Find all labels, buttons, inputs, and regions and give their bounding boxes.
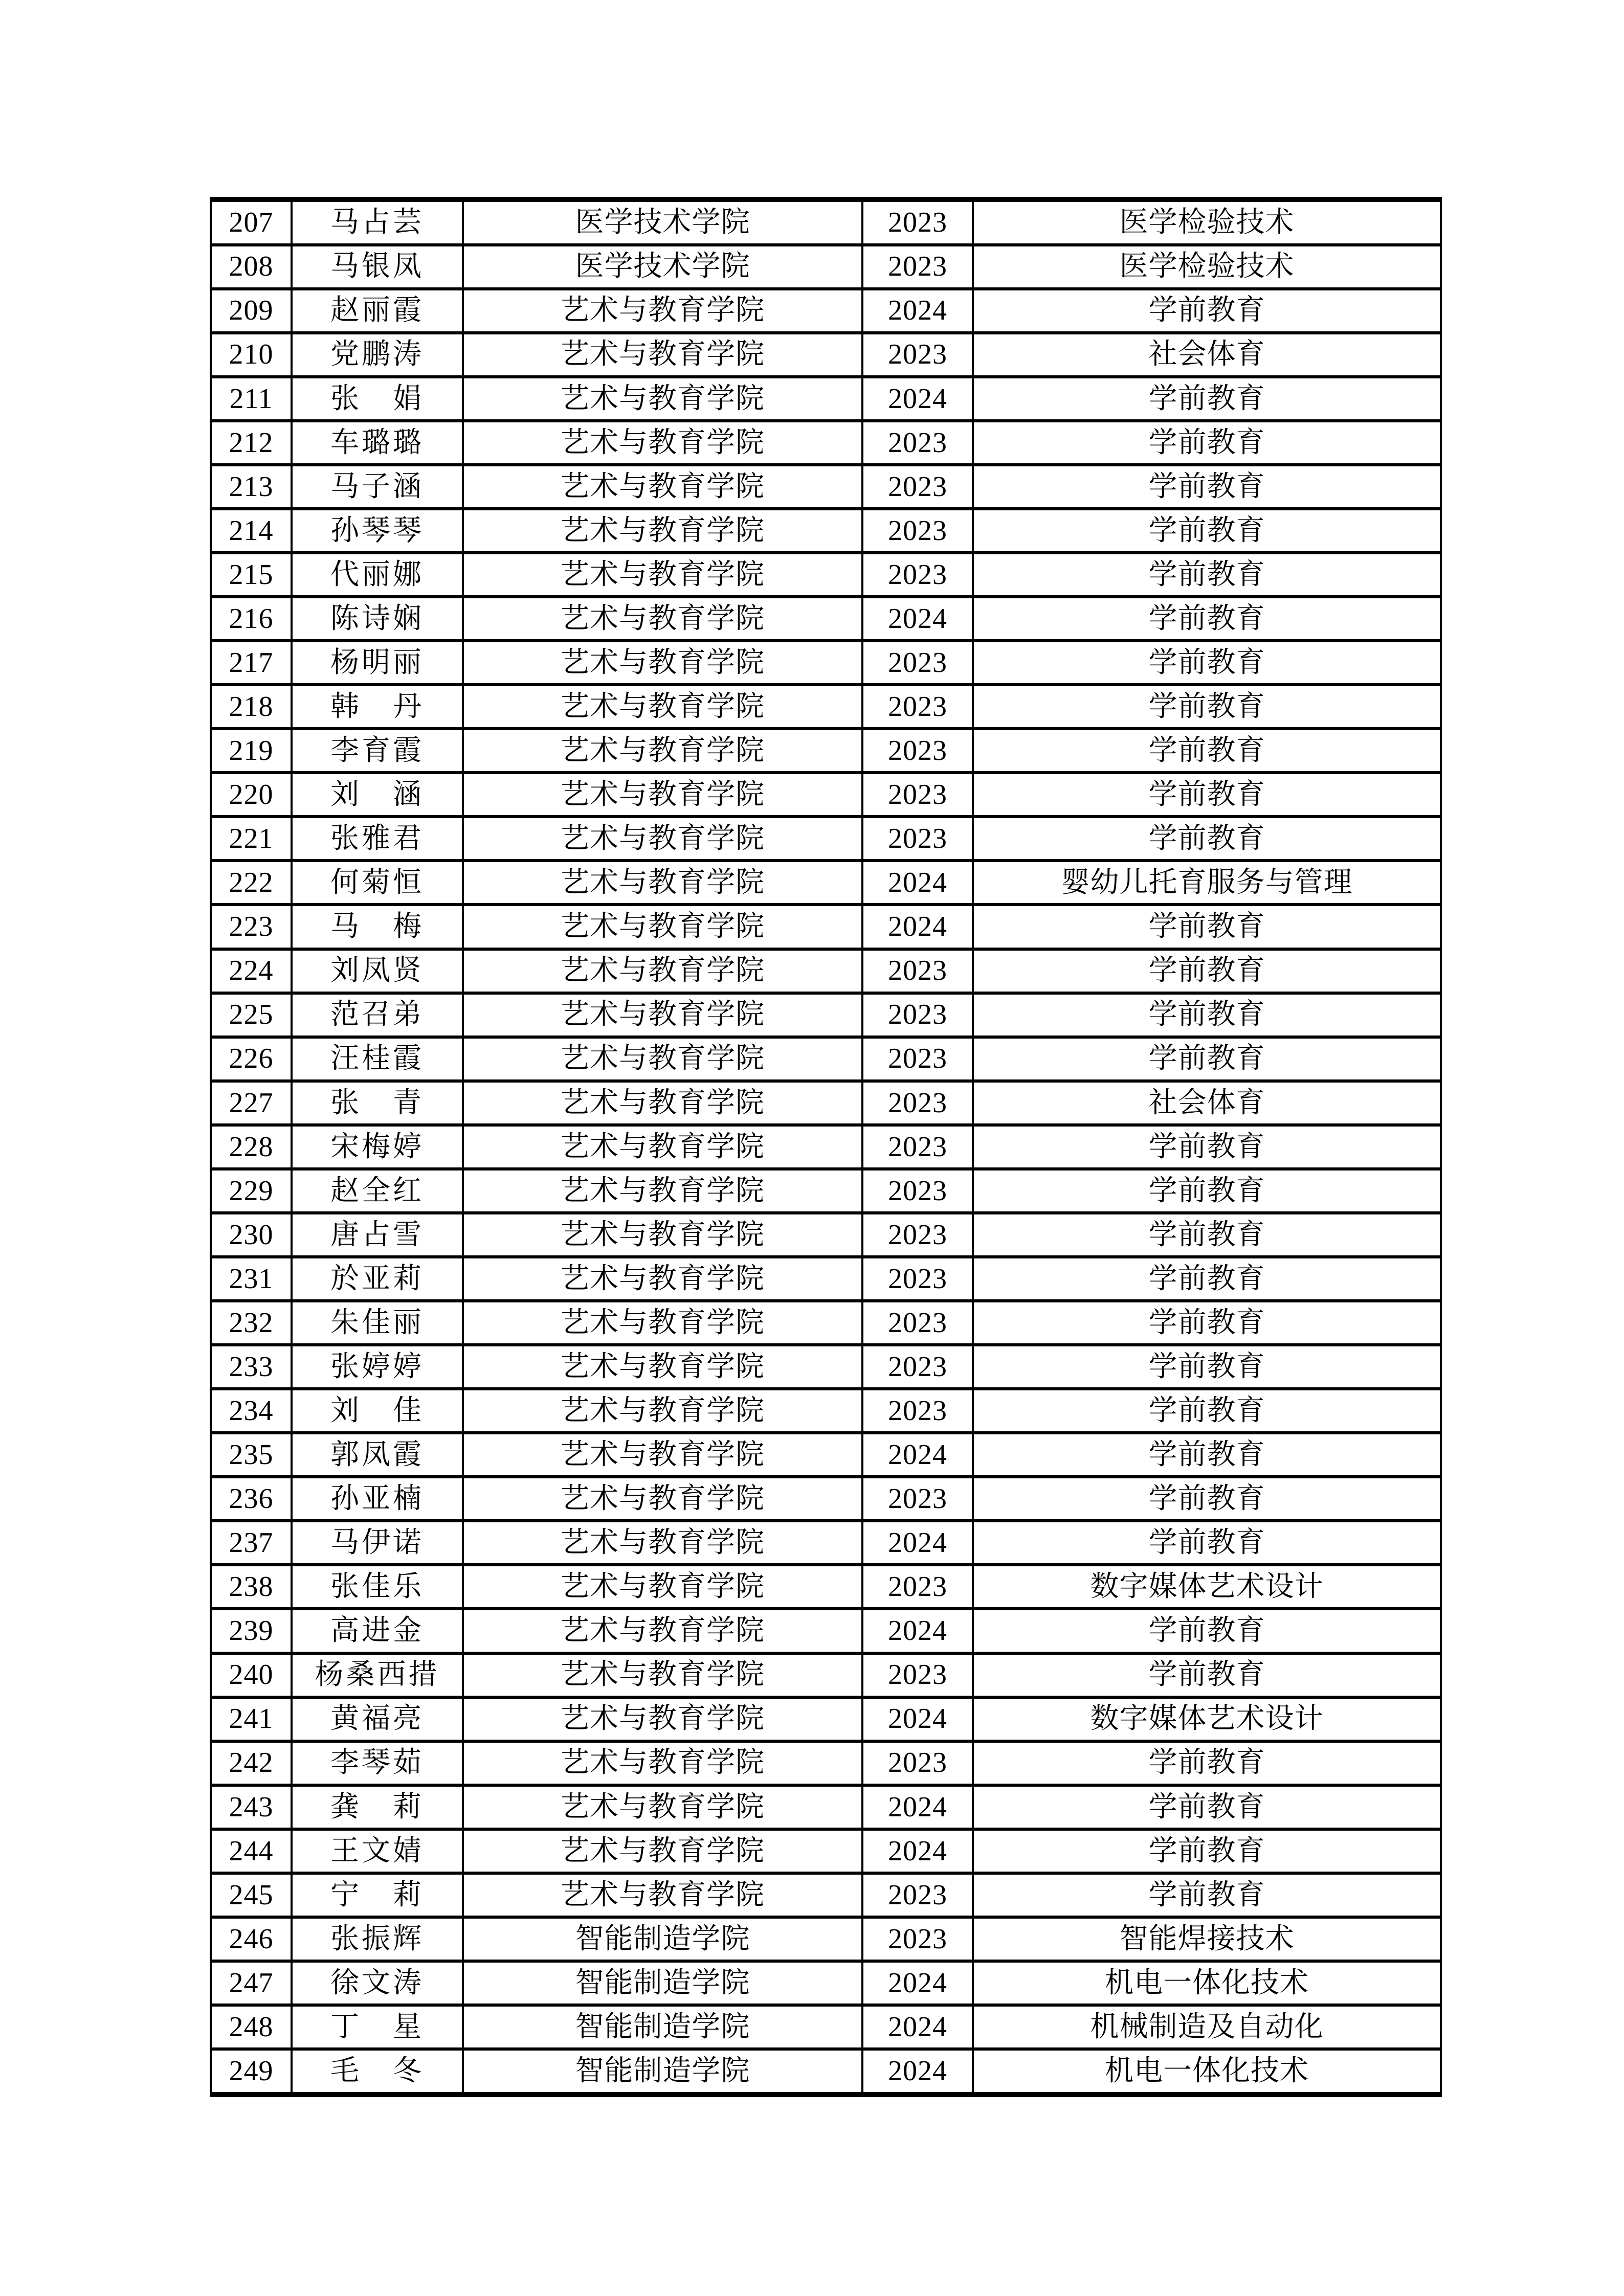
table-row — [211, 685, 1441, 729]
table-row — [211, 1257, 1441, 1301]
row-number-cell: 207 — [211, 199, 292, 245]
student-name-cell: 刘 佳 — [292, 1389, 463, 1433]
table-row — [211, 1301, 1441, 1345]
enrollment-year-cell: 2023 — [862, 949, 973, 993]
table-row — [211, 1653, 1441, 1697]
student-name-cell: 朱佳丽 — [292, 1301, 463, 1345]
row-number-cell: 232 — [211, 1301, 292, 1345]
enrollment-year-cell: 2023 — [862, 1037, 973, 1081]
student-name-cell: 张婷婷 — [292, 1345, 463, 1389]
table-row — [211, 245, 1441, 289]
major-cell: 学前教育 — [973, 1345, 1441, 1389]
major-cell: 学前教育 — [973, 993, 1441, 1037]
major-cell: 学前教育 — [973, 1125, 1441, 1169]
college-cell: 艺术与教育学院 — [463, 861, 862, 905]
student-name-cell: 杨明丽 — [292, 641, 463, 685]
row-number-cell: 248 — [211, 2005, 292, 2049]
enrollment-year-cell: 2024 — [862, 377, 973, 421]
row-number-cell: 225 — [211, 993, 292, 1037]
student-name-cell: 李育霞 — [292, 729, 463, 773]
table-row — [211, 1389, 1441, 1433]
college-cell: 艺术与教育学院 — [463, 1257, 862, 1301]
table-row — [211, 1477, 1441, 1521]
major-cell: 学前教育 — [973, 465, 1441, 509]
major-cell: 学前教育 — [973, 1301, 1441, 1345]
major-cell: 学前教育 — [973, 289, 1441, 333]
college-cell: 艺术与教育学院 — [463, 465, 862, 509]
table-row — [211, 773, 1441, 817]
student-name-cell: 於亚莉 — [292, 1257, 463, 1301]
college-cell: 艺术与教育学院 — [463, 333, 862, 377]
college-cell: 智能制造学院 — [463, 1961, 862, 2005]
table-row — [211, 1345, 1441, 1389]
table-row — [211, 1125, 1441, 1169]
table-row — [211, 1169, 1441, 1213]
table-row — [211, 1785, 1441, 1829]
college-cell: 艺术与教育学院 — [463, 1873, 862, 1917]
table-row — [211, 817, 1441, 861]
major-cell: 社会体育 — [973, 333, 1441, 377]
enrollment-year-cell: 2024 — [862, 1521, 973, 1565]
major-cell: 学前教育 — [973, 641, 1441, 685]
row-number-cell: 219 — [211, 729, 292, 773]
college-cell: 艺术与教育学院 — [463, 1037, 862, 1081]
major-cell: 学前教育 — [973, 1213, 1441, 1257]
college-cell: 艺术与教育学院 — [463, 1477, 862, 1521]
enrollment-year-cell: 2023 — [862, 729, 973, 773]
enrollment-year-cell: 2023 — [862, 1169, 973, 1213]
major-cell: 学前教育 — [973, 949, 1441, 993]
major-cell: 学前教育 — [973, 1829, 1441, 1873]
college-cell: 艺术与教育学院 — [463, 289, 862, 333]
row-number-cell: 231 — [211, 1257, 292, 1301]
student-name-cell: 马 梅 — [292, 905, 463, 949]
student-name-cell: 汪桂霞 — [292, 1037, 463, 1081]
student-name-cell: 黄福亮 — [292, 1697, 463, 1741]
enrollment-year-cell: 2023 — [862, 465, 973, 509]
major-cell: 社会体育 — [973, 1081, 1441, 1125]
student-name-cell: 张 青 — [292, 1081, 463, 1125]
college-cell: 艺术与教育学院 — [463, 1521, 862, 1565]
table-row — [211, 421, 1441, 465]
enrollment-year-cell: 2023 — [862, 1873, 973, 1917]
major-cell: 学前教育 — [973, 1037, 1441, 1081]
college-cell: 艺术与教育学院 — [463, 509, 862, 553]
enrollment-year-cell: 2023 — [862, 1389, 973, 1433]
college-cell: 艺术与教育学院 — [463, 641, 862, 685]
student-roster-table — [210, 197, 1442, 2097]
student-name-cell: 韩 丹 — [292, 685, 463, 729]
row-number-cell: 233 — [211, 1345, 292, 1389]
enrollment-year-cell: 2023 — [862, 773, 973, 817]
row-number-cell: 238 — [211, 1565, 292, 1609]
college-cell: 艺术与教育学院 — [463, 1609, 862, 1653]
enrollment-year-cell: 2023 — [862, 553, 973, 597]
major-cell: 学前教育 — [973, 1433, 1441, 1477]
table-row — [211, 1873, 1441, 1917]
major-cell: 学前教育 — [973, 1169, 1441, 1213]
enrollment-year-cell: 2024 — [862, 1961, 973, 2005]
row-number-cell: 234 — [211, 1389, 292, 1433]
table-row — [211, 465, 1441, 509]
table-row — [211, 905, 1441, 949]
table-row — [211, 993, 1441, 1037]
enrollment-year-cell: 2023 — [862, 1345, 973, 1389]
college-cell: 艺术与教育学院 — [463, 1565, 862, 1609]
college-cell: 艺术与教育学院 — [463, 1169, 862, 1213]
enrollment-year-cell: 2024 — [862, 1433, 973, 1477]
row-number-cell: 237 — [211, 1521, 292, 1565]
row-number-cell: 220 — [211, 773, 292, 817]
row-number-cell: 240 — [211, 1653, 292, 1697]
enrollment-year-cell: 2024 — [862, 861, 973, 905]
major-cell: 学前教育 — [973, 1257, 1441, 1301]
major-cell: 学前教育 — [973, 1609, 1441, 1653]
table-row — [211, 597, 1441, 641]
student-name-cell: 毛 冬 — [292, 2049, 463, 2095]
student-name-cell: 马子涵 — [292, 465, 463, 509]
row-number-cell: 245 — [211, 1873, 292, 1917]
student-name-cell: 代丽娜 — [292, 553, 463, 597]
college-cell: 艺术与教育学院 — [463, 1125, 862, 1169]
student-name-cell: 张振辉 — [292, 1917, 463, 1961]
row-number-cell: 239 — [211, 1609, 292, 1653]
major-cell: 学前教育 — [973, 1389, 1441, 1433]
row-number-cell: 216 — [211, 597, 292, 641]
student-name-cell: 范召弟 — [292, 993, 463, 1037]
major-cell: 学前教育 — [973, 421, 1441, 465]
major-cell: 学前教育 — [973, 377, 1441, 421]
college-cell: 医学技术学院 — [463, 245, 862, 289]
student-name-cell: 龚 莉 — [292, 1785, 463, 1829]
enrollment-year-cell: 2024 — [862, 597, 973, 641]
major-cell: 学前教育 — [973, 1741, 1441, 1785]
row-number-cell: 217 — [211, 641, 292, 685]
table-row — [211, 861, 1441, 905]
student-name-cell: 党鹏涛 — [292, 333, 463, 377]
college-cell: 智能制造学院 — [463, 1917, 862, 1961]
student-name-cell: 孙琴琴 — [292, 509, 463, 553]
college-cell: 艺术与教育学院 — [463, 1741, 862, 1785]
major-cell: 学前教育 — [973, 905, 1441, 949]
row-number-cell: 229 — [211, 1169, 292, 1213]
table-row — [211, 1521, 1441, 1565]
major-cell: 智能焊接技术 — [973, 1917, 1441, 1961]
row-number-cell: 242 — [211, 1741, 292, 1785]
student-name-cell: 宁 莉 — [292, 1873, 463, 1917]
row-number-cell: 227 — [211, 1081, 292, 1125]
major-cell: 机电一体化技术 — [973, 2049, 1441, 2095]
college-cell: 艺术与教育学院 — [463, 949, 862, 993]
table-row — [211, 377, 1441, 421]
major-cell: 学前教育 — [973, 685, 1441, 729]
major-cell: 学前教育 — [973, 597, 1441, 641]
row-number-cell: 224 — [211, 949, 292, 993]
table-row — [211, 1917, 1441, 1961]
student-name-cell: 赵全红 — [292, 1169, 463, 1213]
student-name-cell: 丁 星 — [292, 2005, 463, 2049]
table-row — [211, 1961, 1441, 2005]
row-number-cell: 215 — [211, 553, 292, 597]
college-cell: 艺术与教育学院 — [463, 421, 862, 465]
row-number-cell: 226 — [211, 1037, 292, 1081]
college-cell: 艺术与教育学院 — [463, 597, 862, 641]
college-cell: 艺术与教育学院 — [463, 1829, 862, 1873]
row-number-cell: 241 — [211, 1697, 292, 1741]
enrollment-year-cell: 2023 — [862, 641, 973, 685]
enrollment-year-cell: 2023 — [862, 1213, 973, 1257]
college-cell: 艺术与教育学院 — [463, 1389, 862, 1433]
major-cell: 婴幼儿托育服务与管理 — [973, 861, 1441, 905]
enrollment-year-cell: 2024 — [862, 1785, 973, 1829]
college-cell: 艺术与教育学院 — [463, 1301, 862, 1345]
student-name-cell: 李琴茹 — [292, 1741, 463, 1785]
table-row — [211, 289, 1441, 333]
college-cell: 艺术与教育学院 — [463, 1653, 862, 1697]
student-name-cell: 唐占雪 — [292, 1213, 463, 1257]
enrollment-year-cell: 2024 — [862, 1609, 973, 1653]
row-number-cell: 228 — [211, 1125, 292, 1169]
enrollment-year-cell: 2024 — [862, 1697, 973, 1741]
enrollment-year-cell: 2023 — [862, 1081, 973, 1125]
enrollment-year-cell: 2024 — [862, 2005, 973, 2049]
row-number-cell: 249 — [211, 2049, 292, 2095]
major-cell: 数字媒体艺术设计 — [973, 1565, 1441, 1609]
student-name-cell: 马银凤 — [292, 245, 463, 289]
major-cell: 机电一体化技术 — [973, 1961, 1441, 2005]
row-number-cell: 243 — [211, 1785, 292, 1829]
enrollment-year-cell: 2023 — [862, 1301, 973, 1345]
student-name-cell: 徐文涛 — [292, 1961, 463, 2005]
student-name-cell: 马伊诺 — [292, 1521, 463, 1565]
roster-table-body — [211, 199, 1441, 2095]
enrollment-year-cell: 2023 — [862, 509, 973, 553]
college-cell: 艺术与教育学院 — [463, 553, 862, 597]
student-name-cell: 高进金 — [292, 1609, 463, 1653]
college-cell: 艺术与教育学院 — [463, 1433, 862, 1477]
college-cell: 智能制造学院 — [463, 2005, 862, 2049]
student-name-cell: 张佳乐 — [292, 1565, 463, 1609]
enrollment-year-cell: 2023 — [862, 1125, 973, 1169]
student-name-cell: 杨桑西措 — [292, 1653, 463, 1697]
table-row — [211, 1609, 1441, 1653]
enrollment-year-cell: 2023 — [862, 1917, 973, 1961]
table-row — [211, 509, 1441, 553]
row-number-cell: 222 — [211, 861, 292, 905]
major-cell: 医学检验技术 — [973, 245, 1441, 289]
college-cell: 艺术与教育学院 — [463, 817, 862, 861]
table-row — [211, 1829, 1441, 1873]
table-row — [211, 1037, 1441, 1081]
row-number-cell: 244 — [211, 1829, 292, 1873]
table-row — [211, 641, 1441, 685]
student-name-cell: 何菊恒 — [292, 861, 463, 905]
college-cell: 艺术与教育学院 — [463, 685, 862, 729]
college-cell: 医学技术学院 — [463, 199, 862, 245]
student-name-cell: 王文婧 — [292, 1829, 463, 1873]
major-cell: 学前教育 — [973, 1477, 1441, 1521]
student-name-cell: 宋梅婷 — [292, 1125, 463, 1169]
row-number-cell: 246 — [211, 1917, 292, 1961]
table-row — [211, 1213, 1441, 1257]
table-row — [211, 1565, 1441, 1609]
major-cell: 学前教育 — [973, 553, 1441, 597]
enrollment-year-cell: 2023 — [862, 817, 973, 861]
table-row — [211, 2049, 1441, 2095]
college-cell: 艺术与教育学院 — [463, 905, 862, 949]
enrollment-year-cell: 2023 — [862, 685, 973, 729]
enrollment-year-cell: 2024 — [862, 2049, 973, 2095]
college-cell: 艺术与教育学院 — [463, 993, 862, 1037]
college-cell: 智能制造学院 — [463, 2049, 862, 2095]
row-number-cell: 213 — [211, 465, 292, 509]
major-cell: 学前教育 — [973, 773, 1441, 817]
student-name-cell: 车璐璐 — [292, 421, 463, 465]
enrollment-year-cell: 2023 — [862, 421, 973, 465]
major-cell: 学前教育 — [973, 817, 1441, 861]
row-number-cell: 230 — [211, 1213, 292, 1257]
college-cell: 艺术与教育学院 — [463, 1081, 862, 1125]
table-row — [211, 949, 1441, 993]
table-row — [211, 553, 1441, 597]
major-cell: 学前教育 — [973, 729, 1441, 773]
table-row — [211, 1697, 1441, 1741]
enrollment-year-cell: 2023 — [862, 1477, 973, 1521]
major-cell: 学前教育 — [973, 1785, 1441, 1829]
enrollment-year-cell: 2023 — [862, 1741, 973, 1785]
college-cell: 艺术与教育学院 — [463, 1697, 862, 1741]
college-cell: 艺术与教育学院 — [463, 1213, 862, 1257]
student-name-cell: 张 娟 — [292, 377, 463, 421]
row-number-cell: 214 — [211, 509, 292, 553]
student-name-cell: 张雅君 — [292, 817, 463, 861]
enrollment-year-cell: 2024 — [862, 289, 973, 333]
table-row — [211, 1081, 1441, 1125]
major-cell: 学前教育 — [973, 509, 1441, 553]
college-cell: 艺术与教育学院 — [463, 1345, 862, 1389]
table-row — [211, 2005, 1441, 2049]
student-name-cell: 陈诗娴 — [292, 597, 463, 641]
enrollment-year-cell: 2023 — [862, 1565, 973, 1609]
table-row — [211, 333, 1441, 377]
college-cell: 艺术与教育学院 — [463, 377, 862, 421]
major-cell: 医学检验技术 — [973, 199, 1441, 245]
enrollment-year-cell: 2023 — [862, 993, 973, 1037]
major-cell: 学前教育 — [973, 1653, 1441, 1697]
row-number-cell: 221 — [211, 817, 292, 861]
college-cell: 艺术与教育学院 — [463, 773, 862, 817]
row-number-cell: 211 — [211, 377, 292, 421]
college-cell: 艺术与教育学院 — [463, 1785, 862, 1829]
enrollment-year-cell: 2023 — [862, 1653, 973, 1697]
table-row — [211, 729, 1441, 773]
enrollment-year-cell: 2024 — [862, 905, 973, 949]
enrollment-year-cell: 2024 — [862, 1829, 973, 1873]
row-number-cell: 218 — [211, 685, 292, 729]
student-name-cell: 孙亚楠 — [292, 1477, 463, 1521]
row-number-cell: 208 — [211, 245, 292, 289]
row-number-cell: 235 — [211, 1433, 292, 1477]
row-number-cell: 223 — [211, 905, 292, 949]
student-name-cell: 刘凤贤 — [292, 949, 463, 993]
row-number-cell: 247 — [211, 1961, 292, 2005]
row-number-cell: 236 — [211, 1477, 292, 1521]
table-row — [211, 1433, 1441, 1477]
enrollment-year-cell: 2023 — [862, 1257, 973, 1301]
student-name-cell: 赵丽霞 — [292, 289, 463, 333]
college-cell: 艺术与教育学院 — [463, 729, 862, 773]
student-name-cell: 郭凤霞 — [292, 1433, 463, 1477]
enrollment-year-cell: 2023 — [862, 245, 973, 289]
enrollment-year-cell: 2023 — [862, 333, 973, 377]
table-row — [211, 199, 1441, 245]
row-number-cell: 209 — [211, 289, 292, 333]
major-cell: 学前教育 — [973, 1521, 1441, 1565]
major-cell: 机械制造及自动化 — [973, 2005, 1441, 2049]
row-number-cell: 212 — [211, 421, 292, 465]
row-number-cell: 210 — [211, 333, 292, 377]
student-name-cell: 马占芸 — [292, 199, 463, 245]
table-row — [211, 1741, 1441, 1785]
major-cell: 数字媒体艺术设计 — [973, 1697, 1441, 1741]
major-cell: 学前教育 — [973, 1873, 1441, 1917]
student-name-cell: 刘 涵 — [292, 773, 463, 817]
enrollment-year-cell: 2023 — [862, 199, 973, 245]
